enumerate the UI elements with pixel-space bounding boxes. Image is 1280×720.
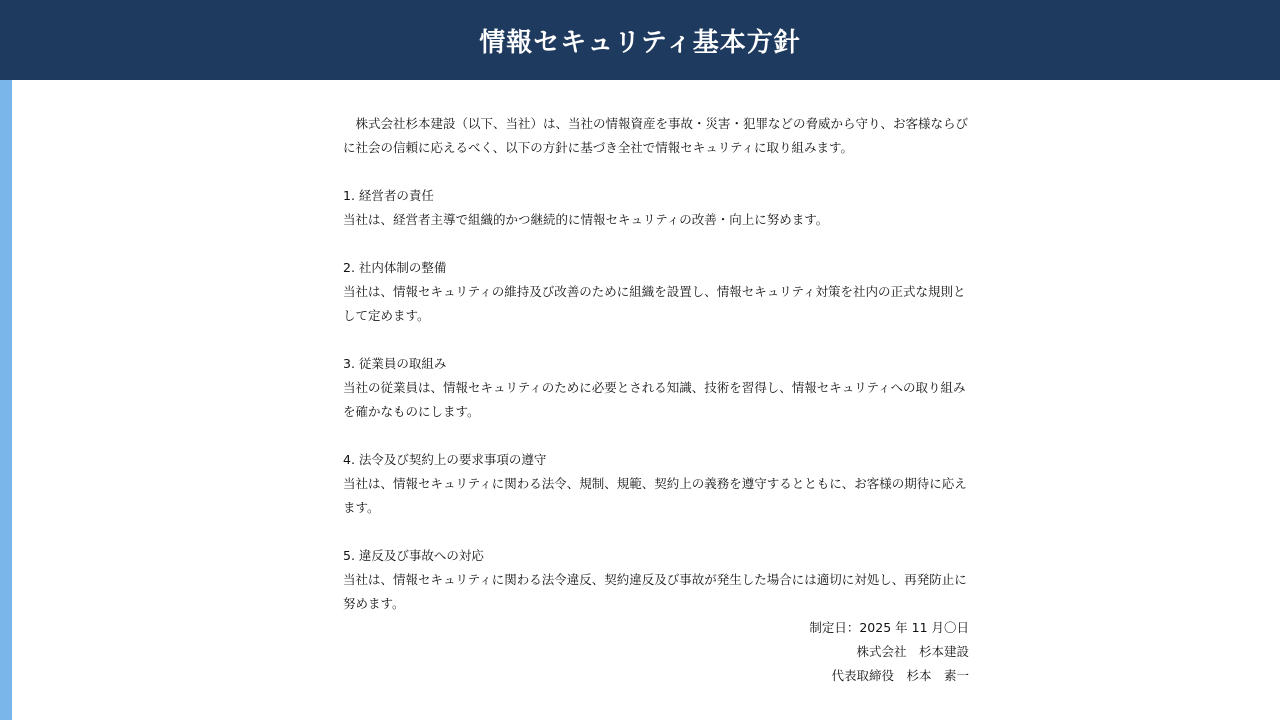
policy-section-4 xyxy=(343,448,969,520)
left-accent-bar xyxy=(0,80,12,720)
signature-block xyxy=(343,616,969,688)
section-body: 当社は、情報セキュリティに関わる法令、規制、規範、契約上の義務を遵守するとともに、お客様の期待に応えます。 xyxy=(343,476,967,515)
policy-section-5 xyxy=(343,544,969,616)
enactment-date: 制定日：2025 年 11 月〇日 xyxy=(809,620,969,635)
policy-document xyxy=(343,112,969,688)
section-body: 当社は、情報セキュリティに関わる法令違反、契約違反及び事故が発生した場合には適切に対処し、再発防止に努めます。 xyxy=(343,572,967,611)
policy-section-3 xyxy=(343,352,969,424)
section-body: 当社は、情報セキュリティの維持及び改善のために組織を設置し、情報セキュリティ対策を社内の正式な規則として定めます。 xyxy=(343,284,966,323)
section-heading: 3. 従業員の取組み xyxy=(343,356,447,371)
intro-paragraph: 株式会社杉本建設（以下、当社）は、当社の情報資産を事故・災害・犯罪などの脅威から守り、お客様ならびに社会の信頼に応えるべく、以下の方針に基づき全社で情報セキュリティに取り組みます。 xyxy=(343,116,969,155)
section-heading: 1. 経営者の責任 xyxy=(343,188,434,203)
policy-section-2 xyxy=(343,256,969,328)
page-title: 情報セキュリティ基本方針 xyxy=(479,27,801,58)
section-heading: 5. 違反及び事故への対応 xyxy=(343,548,484,563)
section-body: 当社は、経営者主導で組織的かつ継続的に情報セキュリティの改善・向上に努めます。 xyxy=(343,212,829,227)
section-heading: 4. 法令及び契約上の要求事項の遵守 xyxy=(343,452,547,467)
representative-name: 代表取締役 杉本 素一 xyxy=(831,668,969,683)
page-header xyxy=(0,0,1280,80)
section-body: 当社の従業員は、情報セキュリティのために必要とされる知識、技術を習得し、情報セキュリティへの取り組みを確かなものにします。 xyxy=(343,380,966,419)
policy-section-1 xyxy=(343,184,969,232)
company-name: 株式会社 杉本建設 xyxy=(856,644,969,659)
section-heading: 2. 社内体制の整備 xyxy=(343,260,447,275)
